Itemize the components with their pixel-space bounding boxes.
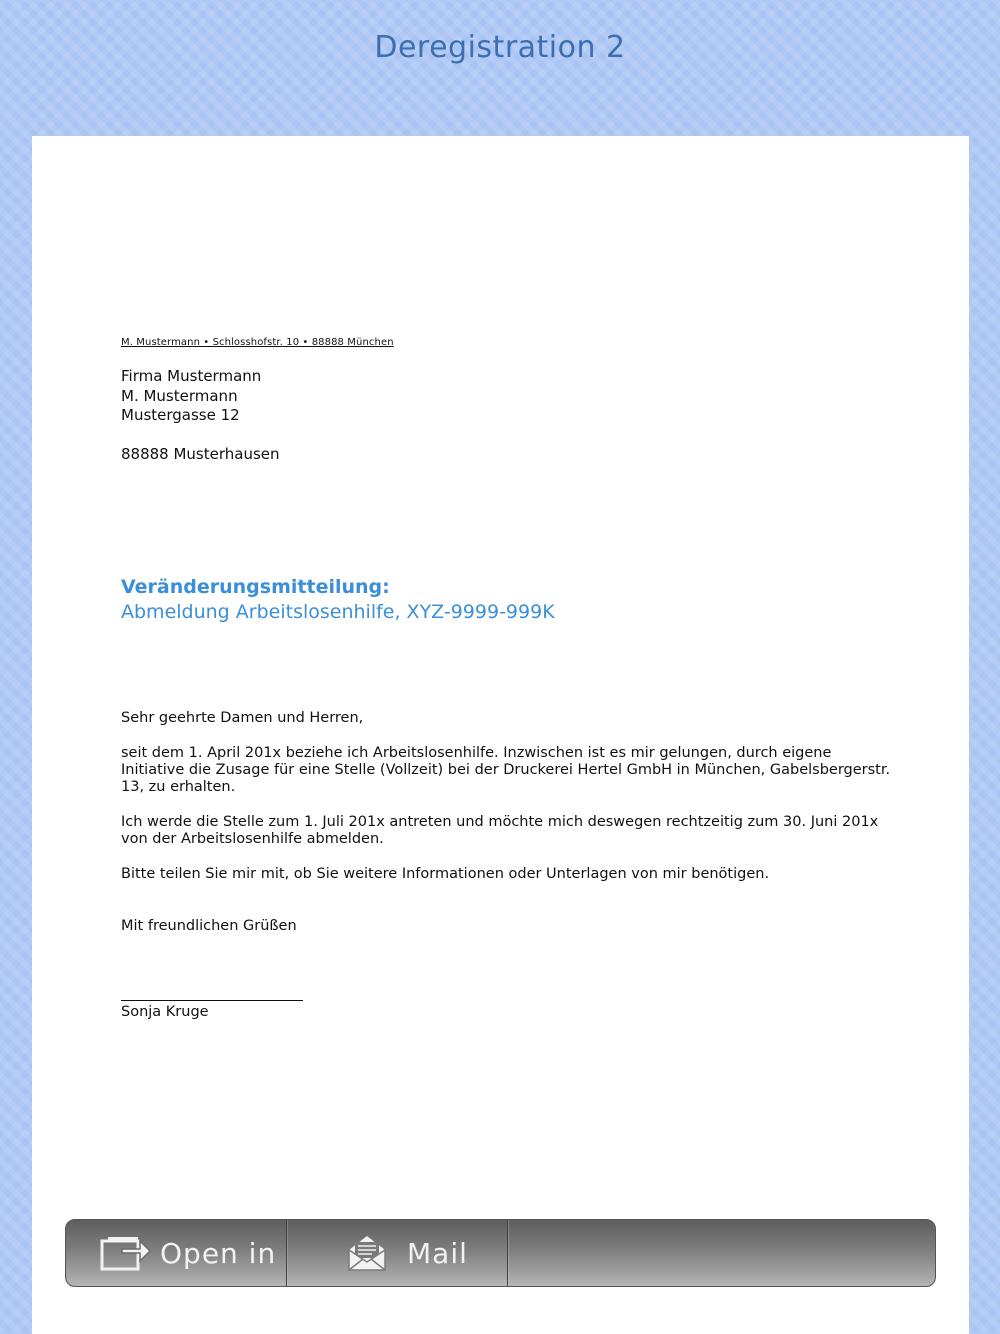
- body-paragraph: seit dem 1. April 201x beziehe ich Arbeitslosenhilfe. Inzwischen ist es mir gelungen, durch eigene Initiative die Zusage für eine Stelle (Vollzeit) bei der Druckerei Hertel GmbH in München, Gabelsbergerstr. 13, zu erhalten.: [121, 745, 891, 796]
- body-paragraph: Bitte teilen Sie mir mit, ob Sie weitere Informationen oder Unterlagen von mir benötigen.: [121, 866, 770, 882]
- recipient-address: [121, 367, 280, 465]
- recipient-company: Firma Mustermann: [121, 367, 262, 385]
- open-in-button[interactable]: [66, 1220, 287, 1286]
- signature-name: Sonja Kruge: [121, 1004, 209, 1020]
- bottom-toolbar: [65, 1219, 936, 1287]
- closing: Mit freundlichen Grüßen: [121, 918, 297, 934]
- signature-line: [121, 1000, 303, 1001]
- recipient-street: Mustergasse 12: [121, 406, 240, 424]
- recipient-city: 88888 Musterhausen: [121, 445, 280, 463]
- page-title: Deregistration 2: [374, 30, 626, 65]
- open-in-icon: [100, 1233, 152, 1273]
- salutation: Sehr geehrte Damen und Herren,: [121, 710, 364, 726]
- open-in-label: Open in: [160, 1236, 277, 1270]
- mail-icon: [347, 1234, 387, 1272]
- subject-heading: Veränderungsmitteilung:: [121, 576, 390, 598]
- body-paragraph: Ich werde die Stelle zum 1. Juli 201x antreten und möchte mich deswegen rechtzeitig zum 30. Juni 201x von der Arbeitslosenhilfe abmelden.: [121, 814, 879, 848]
- sender-line: M. Mustermann • Schlosshofstr. 10 • 88888 München: [121, 337, 394, 348]
- letter-page: [32, 136, 969, 1334]
- mail-label: Mail: [407, 1236, 468, 1270]
- subject-detail: Abmeldung Arbeitslosenhilfe, XYZ-9999-999K: [121, 601, 555, 623]
- recipient-name: M. Mustermann: [121, 386, 238, 405]
- mail-button[interactable]: [287, 1220, 508, 1286]
